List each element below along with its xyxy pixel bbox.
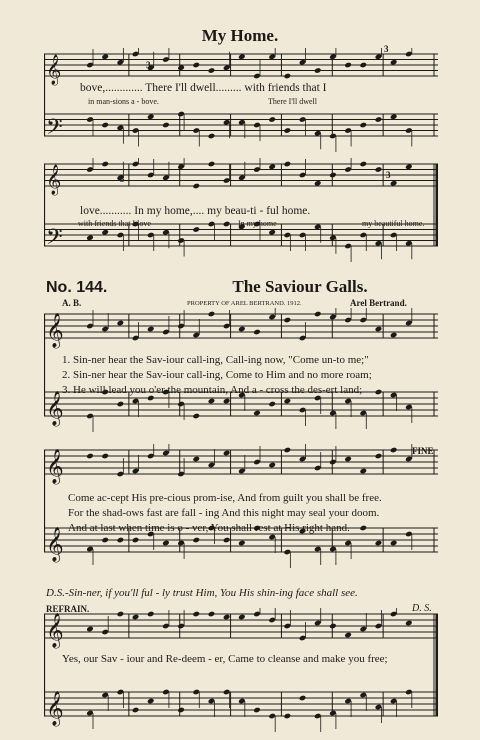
lyric-line-lower: in man-sions a - bove. (88, 97, 159, 106)
hymn-number: No. 144. (46, 279, 108, 296)
svg-text:𝄞: 𝄞 (46, 449, 64, 484)
verse-line: 2. Sin-ner hear the Sav-iour call-ing, Come to Him and no more roam; (62, 369, 372, 381)
grand-staff (44, 608, 438, 740)
lyric-line: love........... In my home,.... my beau-ti - ful home. (80, 205, 311, 217)
svg-text:𝄞: 𝄞 (46, 55, 62, 85)
svg-text:𝄞: 𝄞 (46, 391, 64, 426)
fine-mark: FINE (412, 446, 434, 456)
song-title: My Home. (201, 26, 279, 45)
refrain-label: REFRAIN. (46, 604, 90, 614)
triplet-mark: 3 (120, 174, 125, 184)
refrain-line: Yes, our Sav - iour and Re-deem - er, Came to cleanse and make you free; (62, 653, 388, 665)
composer-initials: A. B. (62, 298, 82, 308)
verse-line: And at last when time is o - ver, You shall rest at His right hand. (68, 522, 350, 534)
lyric-line-lower: my beautiful home. (362, 219, 425, 228)
song-title: The Saviour Galls. (232, 277, 368, 296)
svg-text:𝄞: 𝄞 (46, 527, 64, 562)
verse-line: For the shad-ows fast are fall - ing And this night may seal your doom. (68, 507, 380, 519)
svg-text:𝄢: 𝄢 (46, 225, 63, 255)
svg-text:𝄞: 𝄞 (46, 613, 64, 648)
verse-line: 3. He will lead you o'er the mountain, And a - cross the des-ert land; (62, 384, 363, 396)
triplet-mark: 3 (146, 60, 151, 70)
svg-text:𝄢: 𝄢 (46, 115, 63, 145)
verse-line: Come ac-cept His pre-cious prom-ise, And from guilt you shall be free. (68, 492, 382, 504)
ds-line: D.S.-Sin-ner, if you'll ful - ly trust Him, You His shin-ing face shall see. (46, 587, 358, 599)
svg-text:𝄞: 𝄞 (46, 691, 64, 726)
author-name: Arel Bertrand. (350, 298, 407, 308)
music-system (44, 608, 438, 740)
svg-text:𝄞: 𝄞 (46, 313, 64, 348)
lyric-line-lower: In my home (238, 219, 277, 228)
copyright-notice: PROPERTY OF AREL BERTRAND. 1912. (187, 300, 302, 307)
lyric-line-lower: with friends that I love (78, 219, 151, 228)
triplet-mark: 3 (384, 44, 389, 54)
lyric-line-lower: There I'll dwell (268, 97, 317, 106)
svg-text:𝄞: 𝄞 (46, 165, 62, 195)
triplet-mark: 3 (386, 170, 391, 180)
ds-mark: D. S. (412, 603, 432, 614)
lyric-line: bove,............. There I'll dwell......... with friends that I (80, 82, 327, 94)
verse-line: 1. Sin-ner hear the Sav-iour call-ing, Call-ing now, "Come un-to me;" (62, 354, 369, 366)
